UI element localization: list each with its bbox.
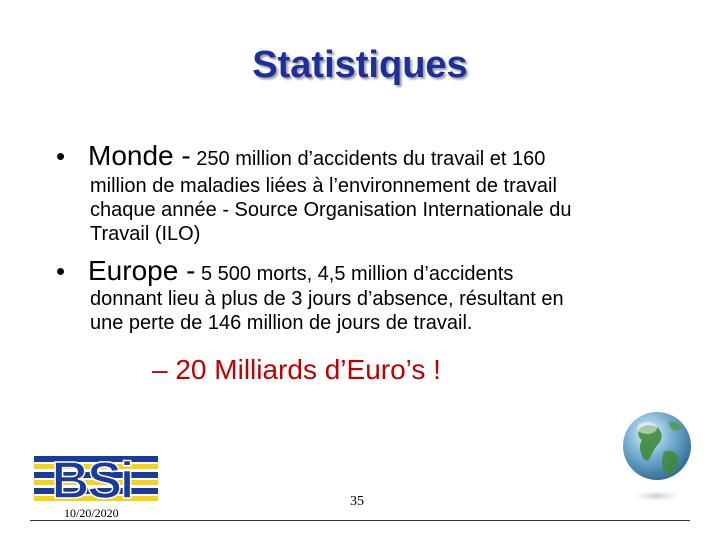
bullet-body xyxy=(90,174,690,246)
page-number: 35 xyxy=(350,494,364,509)
bullet-lead: Monde - xyxy=(88,140,191,171)
bullet-rest: 250 million d’accidents du travail et 160 xyxy=(190,148,546,170)
bullet-heading xyxy=(88,142,545,173)
footer-date: 10/20/2020 xyxy=(64,506,119,520)
footer-divider xyxy=(30,520,690,521)
slide-title: Statistiques xyxy=(252,44,468,86)
bullet-line: Travail (ILO) xyxy=(90,223,201,245)
bullet-dot: • xyxy=(56,141,66,171)
bullet-lead: Europe - xyxy=(88,255,196,286)
bullet-heading xyxy=(88,257,513,288)
bsi-logo xyxy=(34,452,158,511)
highlight-text: – 20 Milliards d’Euro’s ! xyxy=(152,354,441,385)
globe-image xyxy=(620,408,694,509)
logo-wordmark: BSi xyxy=(51,452,133,506)
bullet-rest: 5 500 morts, 4,5 million d’accidents xyxy=(195,263,514,285)
bullet-dot: • xyxy=(56,256,66,286)
bullet-line: million de maladies liées à l’environnement de travail xyxy=(90,175,557,197)
bullet-line: une perte de 146 million de jours de travail. xyxy=(90,312,473,334)
bullet-body xyxy=(90,287,690,335)
bullet-line: donnant lieu à plus de 3 jours d’absence, résultant en xyxy=(90,288,564,310)
bullet-line: chaque année - Source Organisation Internationale du xyxy=(90,199,572,221)
